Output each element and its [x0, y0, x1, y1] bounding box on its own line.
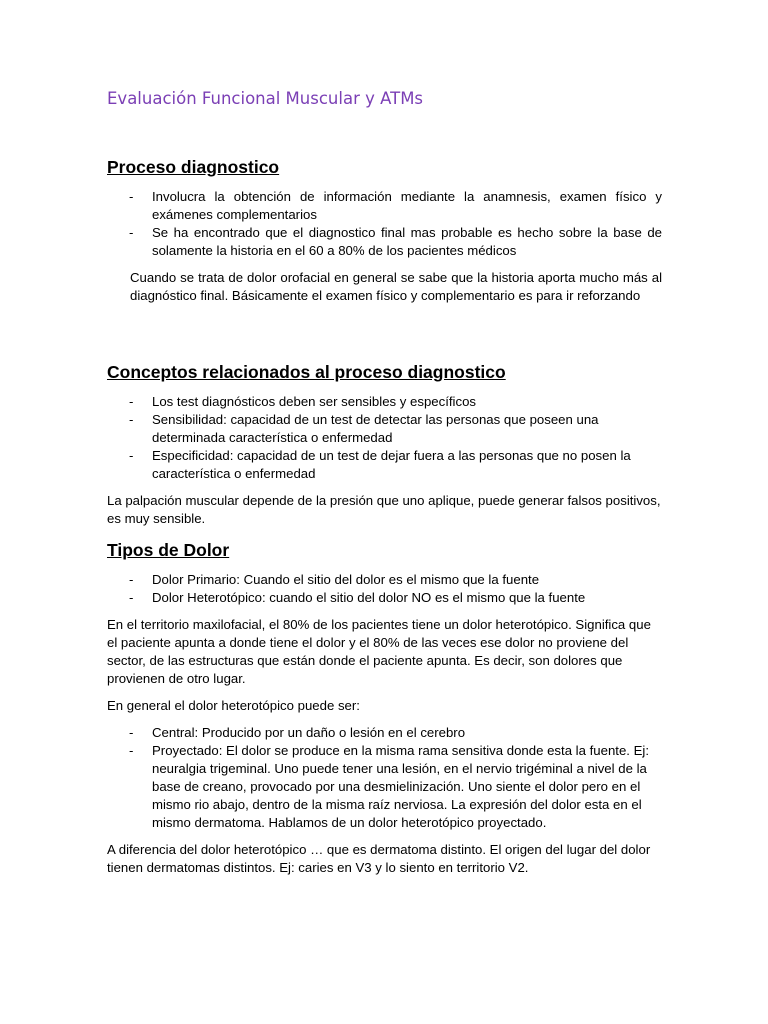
section-heading: Conceptos relacionados al proceso diagnostico: [107, 362, 506, 382]
section-conceptos: [107, 361, 662, 528]
section-proceso-diagnostico: [107, 156, 662, 305]
paragraph: En general el dolor heterotópico puede ser:: [107, 698, 360, 713]
section-heading: Proceso diagnostico: [107, 157, 280, 177]
paragraph: Cuando se trata de dolor orofacial en general se sabe que la historia aporta mucho más al diagnóstico final. Básicamente el examen físico y complementario es para ir reforzando: [130, 270, 662, 303]
list-item: - Dolor Heterotópico: cuando el sitio del dolor NO es el mismo que la fuente: [107, 589, 662, 607]
document-title: Evaluación Funcional Muscular y ATMs: [107, 89, 424, 108]
section-tipos-de-dolor: [107, 539, 662, 877]
list-item: - Se ha encontrado que el diagnostico final mas probable es hecho sobre la base de solamente la historia en el 60 a 80% de los pacientes médicos: [107, 224, 662, 260]
bullet-list: [107, 393, 662, 483]
bullet-list: [107, 571, 662, 607]
list-item: - Involucra la obtención de información mediante la anamnesis, examen físico y exámenes complementarios: [107, 188, 662, 224]
list-item: - Proyectado: El dolor se produce en la misma rama sensitiva donde esta la fuente. Ej: neuralgia trigeminal. Uno puede tener una lesión, en el nervio trigéminal a nivel de la base de creano, provocado por una desmielinización. Uno siente el dolor pero en el mismo rio abajo, dentro de la misma raíz nerviosa. La expresión del dolor esta en el mismo dermatoma. Hablamos de un dolor heterotópico proyectado.: [107, 742, 662, 832]
list-item: - Especificidad: capacidad de un test de dejar fuera a las personas que no posen la característica o enfermedad: [107, 447, 662, 483]
bullet-list: [107, 188, 662, 260]
paragraph: En el territorio maxilofacial, el 80% de los pacientes tiene un dolor heterotópico. Significa que el paciente apunta a donde tiene el dolor y el 80% de las veces ese dolor no proviene del sector, de las estructuras que están donde el paciente apunta. Es decir, son dolores que provienen de otro lugar.: [107, 617, 651, 686]
list-item: - Dolor Primario: Cuando el sitio del dolor es el mismo que la fuente: [107, 571, 662, 589]
paragraph: La palpación muscular depende de la presión que uno aplique, puede generar falsos positivos, es muy sensible.: [107, 493, 661, 526]
section-heading: Tipos de Dolor: [107, 540, 230, 560]
list-item: - Central: Producido por un daño o lesión en el cerebro: [107, 724, 662, 742]
list-item: - Los test diagnósticos deben ser sensibles y específicos: [107, 393, 662, 411]
bullet-list: [107, 724, 662, 832]
list-item: - Sensibilidad: capacidad de un test de detectar las personas que poseen una determinada característica o enfermedad: [107, 411, 662, 447]
paragraph: A diferencia del dolor heterotópico … que es dermatoma distinto. El origen del lugar del dolor tienen dermatomas distintos. Ej: caries en V3 y lo siento en territorio V2.: [107, 842, 651, 875]
